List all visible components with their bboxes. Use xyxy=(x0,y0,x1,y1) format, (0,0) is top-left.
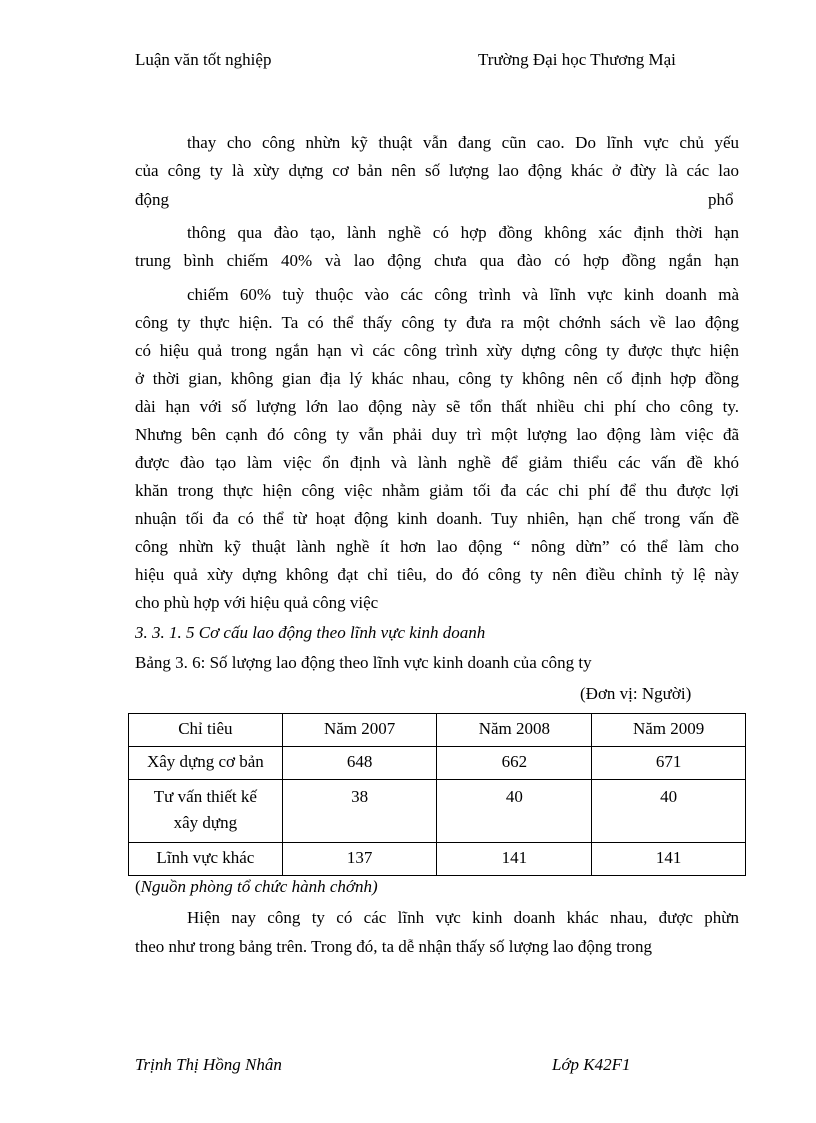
table-row xyxy=(129,843,746,876)
unit-note: (Đơn vị: Người) xyxy=(580,684,692,703)
table-caption: Bảng 3. 6: Số lượng lao động theo lĩnh vực kinh doanh của công ty xyxy=(135,653,592,672)
row-label xyxy=(129,780,283,843)
paragraph-line: nhuận tối đa có thể từ hoạt động kinh doanh. Tuy nhiên, hạn chế trong vấn đề xyxy=(135,509,739,528)
table-header-row xyxy=(129,714,746,747)
paragraph-line: cho phù hợp với hiệu quả công việc xyxy=(135,593,379,612)
table-header-cell: Năm 2008 xyxy=(437,714,592,747)
source-note-paren: ( xyxy=(135,877,141,896)
paragraph-line: động xyxy=(135,190,169,209)
paragraph-line: có hiệu quả trong ngắn hạn vì các công trình xừy dựng công ty được thực hiện xyxy=(135,341,739,360)
table-cell: 662 xyxy=(437,747,592,780)
paragraph-line: theo như trong bảng trên. Trong đó, ta dễ nhận thấy số lượng lao động trong xyxy=(135,937,653,956)
table-row xyxy=(129,747,746,780)
row-label: Lĩnh vực khác xyxy=(129,843,283,876)
paragraph-line: của công ty là xừy dựng cơ bản nên số lượng lao động khác ở đừy là các lao xyxy=(135,161,739,180)
paragraph-line: ở thời gian, không gian địa lý khác nhau, công ty không nên cố định hợp đồng xyxy=(135,369,739,388)
row-label-line: Tư vấn thiết kế xyxy=(153,787,257,806)
table-cell: 40 xyxy=(592,780,746,843)
paragraph-line: công nhừn kỹ thuật lành nghề ít hơn lao động “ nông dừn” có thể làm cho xyxy=(135,537,739,556)
section-heading: 3. 3. 1. 5 Cơ cấu lao động theo lĩnh vực kinh doanh xyxy=(135,623,486,642)
paragraph-line: phổ xyxy=(708,190,734,209)
footer-left: Trịnh Thị Hồng Nhân xyxy=(135,1055,282,1074)
table-cell: 671 xyxy=(592,747,746,780)
table-cell: 141 xyxy=(592,843,746,876)
footer-right: Lớp K42F1 xyxy=(552,1055,631,1074)
table-cell: 38 xyxy=(282,780,437,843)
row-label: Xây dựng cơ bản xyxy=(129,747,283,780)
table-cell: 141 xyxy=(437,843,592,876)
table-cell: 648 xyxy=(282,747,437,780)
paragraph-line: công ty thực hiện. Ta có thể thấy công ty đưa ra một chớnh sách về lao động xyxy=(135,313,739,332)
source-note xyxy=(135,876,378,898)
paragraph-line: thay cho công nhừn kỹ thuật vẫn đang cũn cao. Do lĩnh vực chủ yếu xyxy=(187,133,739,152)
table-cell: 40 xyxy=(437,780,592,843)
header-left: Luận văn tốt nghiệp xyxy=(135,50,272,69)
table-header-cell: Năm 2009 xyxy=(592,714,746,747)
table-header-cell: Năm 2007 xyxy=(282,714,437,747)
paragraph-line: thông qua đào tạo, lành nghề có hợp đồng không xác định thời hạn xyxy=(187,223,739,242)
table-header-cell: Chỉ tiêu xyxy=(129,714,283,747)
source-note-text: Nguồn phòng tổ chức hành chớnh) xyxy=(140,877,378,896)
paragraph-line: được đào tạo làm việc ổn định và lành nghề để giảm thiểu các vấn đề khó xyxy=(135,453,739,472)
row-label-line: xây dựng xyxy=(173,813,238,832)
paragraph-line: Hiện nay công ty có các lĩnh vực kinh doanh khác nhau, được phừn xyxy=(187,908,739,927)
paragraph-line: dài hạn với số lượng lớn lao động này sẽ tổn thất nhiều chi phí cho công ty. xyxy=(135,397,739,416)
paragraph-line: chiếm 60% tuỳ thuộc vào các công trình và lĩnh vực kinh doanh mà xyxy=(187,285,739,304)
data-table xyxy=(128,713,746,876)
table-row xyxy=(129,780,746,843)
table-cell: 137 xyxy=(282,843,437,876)
paragraph-line: Nhưng bên cạnh đó công ty vẫn phải duy trì một lượng lao động làm việc đã xyxy=(135,425,739,444)
paragraph-line: trung bình chiếm 40% và lao động chưa qua đào có hợp đồng ngắn hạn xyxy=(135,251,739,270)
paragraph-line: hiệu quả xừy dựng không đạt chỉ tiêu, do đó công ty nên điều chỉnh tỷ lệ này xyxy=(135,565,739,584)
paragraph-line: khăn trong thực hiện công việc nhằm giảm tối đa các chi phí để thu được lợi xyxy=(135,481,739,500)
header-right: Trường Đại học Thương Mại xyxy=(478,50,676,69)
